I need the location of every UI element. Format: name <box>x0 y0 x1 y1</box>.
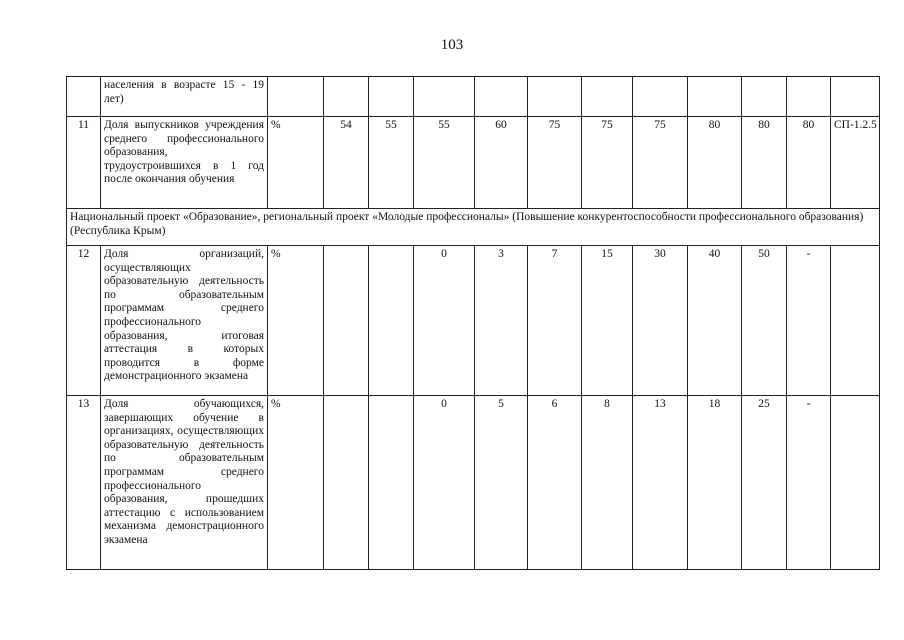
value-cell: - <box>787 396 831 570</box>
table-row <box>67 396 880 570</box>
value-cell: 0 <box>414 246 475 396</box>
value-cell: 75 <box>582 117 633 209</box>
value-cell <box>633 77 688 117</box>
unit-cell: % <box>268 246 324 396</box>
unit-cell <box>268 77 324 117</box>
value-cell <box>475 77 528 117</box>
row-number: 13 <box>67 396 101 570</box>
value-cell: 80 <box>742 117 787 209</box>
code-cell <box>831 396 880 570</box>
value-cell: 80 <box>688 117 742 209</box>
value-cell: 25 <box>742 396 787 570</box>
value-cell: - <box>787 246 831 396</box>
value-cell: 15 <box>582 246 633 396</box>
unit-cell: % <box>268 117 324 209</box>
indicator-name: населения в возрасте 15 - 19 лет) <box>101 77 268 117</box>
unit-cell: % <box>268 396 324 570</box>
value-cell <box>528 77 582 117</box>
value-cell: 55 <box>414 117 475 209</box>
table-row <box>67 77 880 117</box>
value-cell <box>324 396 369 570</box>
value-cell: 60 <box>475 117 528 209</box>
value-cell <box>742 77 787 117</box>
section-title: Национальный проект «Образование», региональный проект «Молодые профессионалы» (Повышение конкурентоспособности профессионального образования) (Республика Крым) <box>67 209 880 246</box>
value-cell: 0 <box>414 396 475 570</box>
value-cell <box>369 77 414 117</box>
value-cell: 18 <box>688 396 742 570</box>
indicator-name: Доля выпускников учреждения среднего профессионального образования, трудоустроившихся в 1 год после окончания обучения <box>101 117 268 209</box>
value-cell: 7 <box>528 246 582 396</box>
value-cell: 6 <box>528 396 582 570</box>
value-cell: 40 <box>688 246 742 396</box>
value-cell: 54 <box>324 117 369 209</box>
value-cell: 55 <box>369 117 414 209</box>
value-cell <box>414 77 475 117</box>
value-cell <box>787 77 831 117</box>
code-cell <box>831 77 880 117</box>
value-cell: 8 <box>582 396 633 570</box>
value-cell <box>324 246 369 396</box>
code-cell: СП-1.2.5 <box>831 117 880 209</box>
value-cell: 13 <box>633 396 688 570</box>
value-cell: 80 <box>787 117 831 209</box>
value-cell: 30 <box>633 246 688 396</box>
value-cell: 3 <box>475 246 528 396</box>
value-cell <box>324 77 369 117</box>
row-number: 12 <box>67 246 101 396</box>
row-number: 11 <box>67 117 101 209</box>
value-cell <box>369 246 414 396</box>
value-cell <box>688 77 742 117</box>
table-row <box>67 246 880 396</box>
section-row <box>67 209 880 246</box>
value-cell: 5 <box>475 396 528 570</box>
indicators-table <box>66 76 880 570</box>
code-cell <box>831 246 880 396</box>
page-number: 103 <box>440 37 464 53</box>
value-cell <box>582 77 633 117</box>
row-number <box>67 77 101 117</box>
value-cell: 50 <box>742 246 787 396</box>
value-cell: 75 <box>528 117 582 209</box>
indicator-name: Доля организаций, осуществляющих образовательную деятельность по образовательным программам среднего профессионального образования, итоговая аттестация в которых проводится в форме демонстрационного экзамена <box>101 246 268 396</box>
indicator-name: Доля обучающихся, завершающих обучение в организациях, осуществляющих образовательную деятельность по образовательным программам среднего профессионального образования, прошедших аттестацию с использованием механизма демонстрационного экзамена <box>101 396 268 570</box>
value-cell: 75 <box>633 117 688 209</box>
value-cell <box>369 396 414 570</box>
table-row <box>67 117 880 209</box>
